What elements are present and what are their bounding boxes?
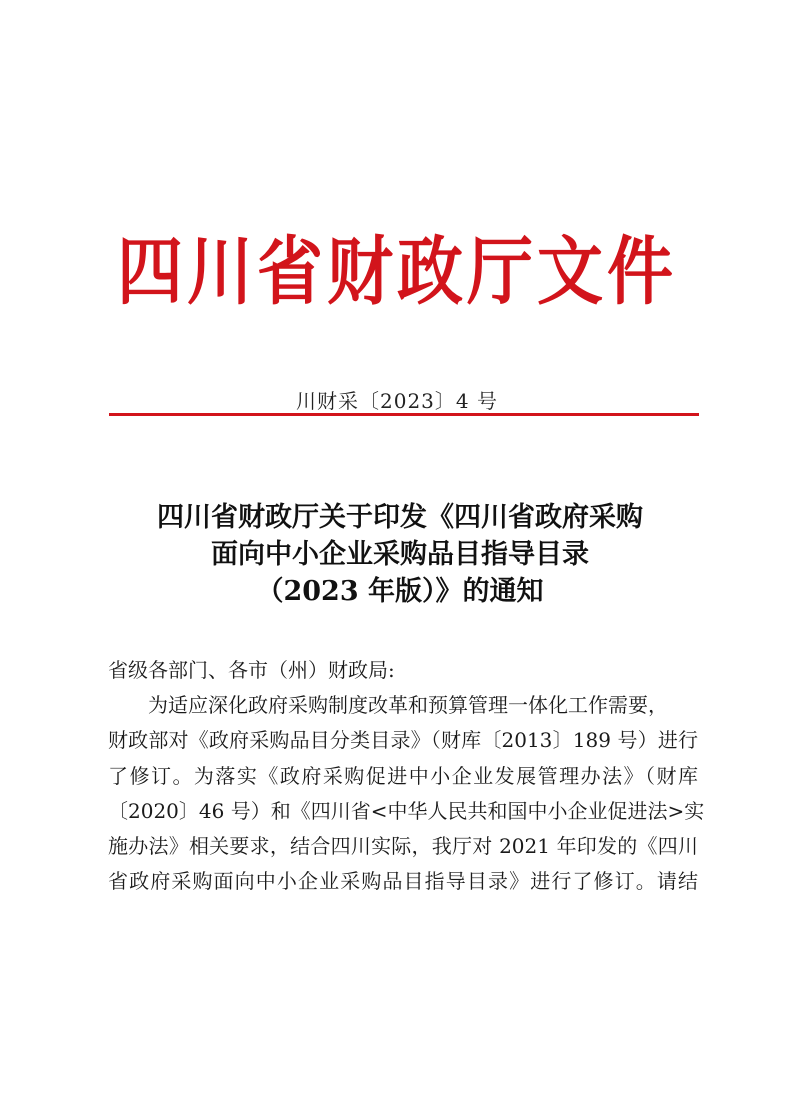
document-number: 川财采〔2023〕4 号 [296,389,498,413]
notice-body [108,653,705,899]
paragraph-line: 〔2020〕46 号）和《四川省<中华人民共和国中小企业促进法>实 [108,798,705,823]
salutation: 省级各部门、各市（州）财政局: [108,658,395,682]
paragraph-line: 了修订。为落实《政府采购促进中小企业发展管理办法》（财库 [108,763,698,788]
title-line: （2023 年版）》的通知 [256,576,544,607]
issuer-masthead: 四川省财政厅文件 [117,227,677,315]
notice-title [120,499,680,610]
title-line: 面向中小企业采购品目指导目录 [211,539,589,570]
paragraph-line: 省政府采购面向中小企业采购品目指导目录》进行了修订。请结 [108,869,698,894]
paragraph-line: 财政部对《政府采购品目分类目录》（财库〔2013〕189 号）进行 [108,728,698,753]
title-line: 四川省财政厅关于印发《四川省政府采购 [157,502,643,533]
paragraph-line: 施办法》相关要求，结合四川实际，我厅对 2021 年印发的《四川 [108,834,698,859]
paragraph-line: 为适应深化政府采购制度改革和预算管理一体化工作需要， [148,693,668,718]
red-divider-line [109,413,699,416]
